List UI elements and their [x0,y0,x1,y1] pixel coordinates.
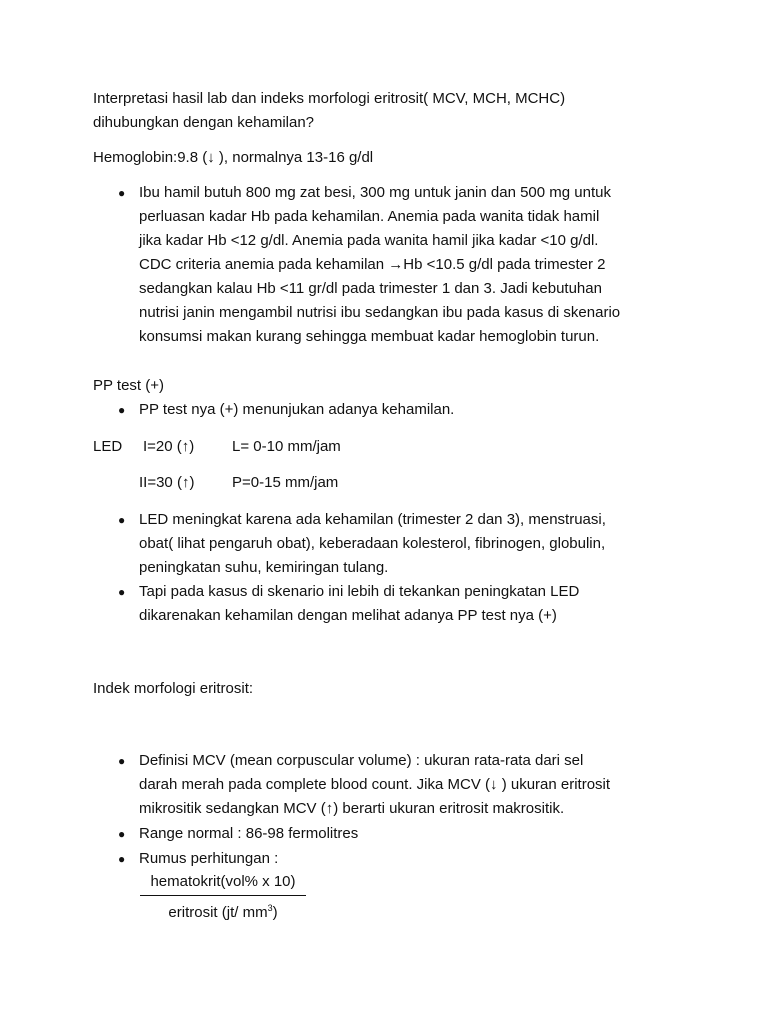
bullet-icon: ● [118,186,126,200]
led-row2-normal: P=0-15 mm/jam [232,474,339,491]
bullet-icon: ● [118,852,126,866]
led-bullet-line: peningkatan suhu, kemiringan tulang. [139,559,389,576]
title-line-1: Interpretasi hasil lab dan indeks morfologi eritrosit( MCV, MCH, MCHC) [93,90,566,107]
hb-bullet-line: sedangkan kalau Hb <11 gr/dl pada trimester 1 dan 3. Jadi kebutuhan [139,280,602,297]
bullet-icon: ● [118,827,126,841]
led-row1-normal: L= 0-10 mm/jam [232,438,341,455]
led-bullet-line: obat( lihat pengaruh obat), keberadaan kolesterol, fibrinogen, globulin, [139,535,606,552]
bullet-icon: ● [118,585,126,599]
range-normal-bullet: Range normal : 86-98 fermolitres [139,825,359,842]
led-label: LED [93,438,123,455]
pp-test-heading: PP test (+) [93,377,165,394]
hb-bullet-line: nutrisi janin mengambil nutrisi ibu sedangkan ibu pada kasus di skenario [139,304,621,321]
denominator-close: ) [272,904,278,921]
bullet-icon: ● [118,513,126,527]
hb-bullet-line: perluasan kadar Hb pada kehamilan. Anemia pada wanita tidak hamil [139,208,600,225]
mcv-bullet-line: mikrositik sedangkan MCV (↑) berarti ukuran eritrosit makrositik. [139,800,565,817]
title-line-2: dihubungkan dengan kehamilan? [93,114,315,131]
formula-denominator [140,897,306,924]
denominator-text: eritrosit (jt/ mm [168,904,268,921]
denominator-superscript: 3 [267,903,273,913]
led-bullet2-line: dikarenakan kehamilan dengan melihat adanya PP test nya (+) [139,607,557,624]
led-row2-value: II=30 (↑) [139,474,195,491]
hb-bullet-line: CDC criteria anemia pada kehamilan →Hb <10.5 g/dl pada trimester 2 [139,256,606,273]
indek-heading: Indek morfologi eritrosit: [93,680,254,697]
led-bullet2-line: Tapi pada kasus di skenario ini lebih di tekankan peningkatan LED [139,583,580,600]
hb-bullet-line: jika kadar Hb <12 g/dl. Anemia pada wanita hamil jika kadar <10 g/dl. [139,232,599,249]
bullet-icon: ● [118,403,126,417]
led-bullet-line: LED meningkat karena ada kehamilan (trimester 2 dan 3), menstruasi, [139,511,606,528]
hb-bullet-line: konsumsi makan kurang sehingga membuat kadar hemoglobin turun. [139,328,600,345]
formula-numerator: hematokrit(vol% x 10) [150,873,296,890]
mcv-bullet-line: darah merah pada complete blood count. Jika MCV (↓ ) ukuran eritrosit [139,776,611,793]
mcv-formula [140,871,306,924]
hemoglobin-line: Hemoglobin:9.8 (↓ ), normalnya 13-16 g/dl [93,149,374,166]
led-row1-value: I=20 (↑) [143,438,195,455]
bullet-icon: ● [118,754,126,768]
mcv-bullet-line: Definisi MCV (mean corpuscular volume) : ukuran rata-rata dari sel [139,752,584,769]
fraction-bar [140,895,306,896]
pp-test-bullet: PP test nya (+) menunjukan adanya kehamilan. [139,401,455,418]
rumus-bullet: Rumus perhitungan : [139,850,279,867]
hb-bullet-line: Ibu hamil butuh 800 mg zat besi, 300 mg untuk janin dan 500 mg untuk [139,184,611,201]
